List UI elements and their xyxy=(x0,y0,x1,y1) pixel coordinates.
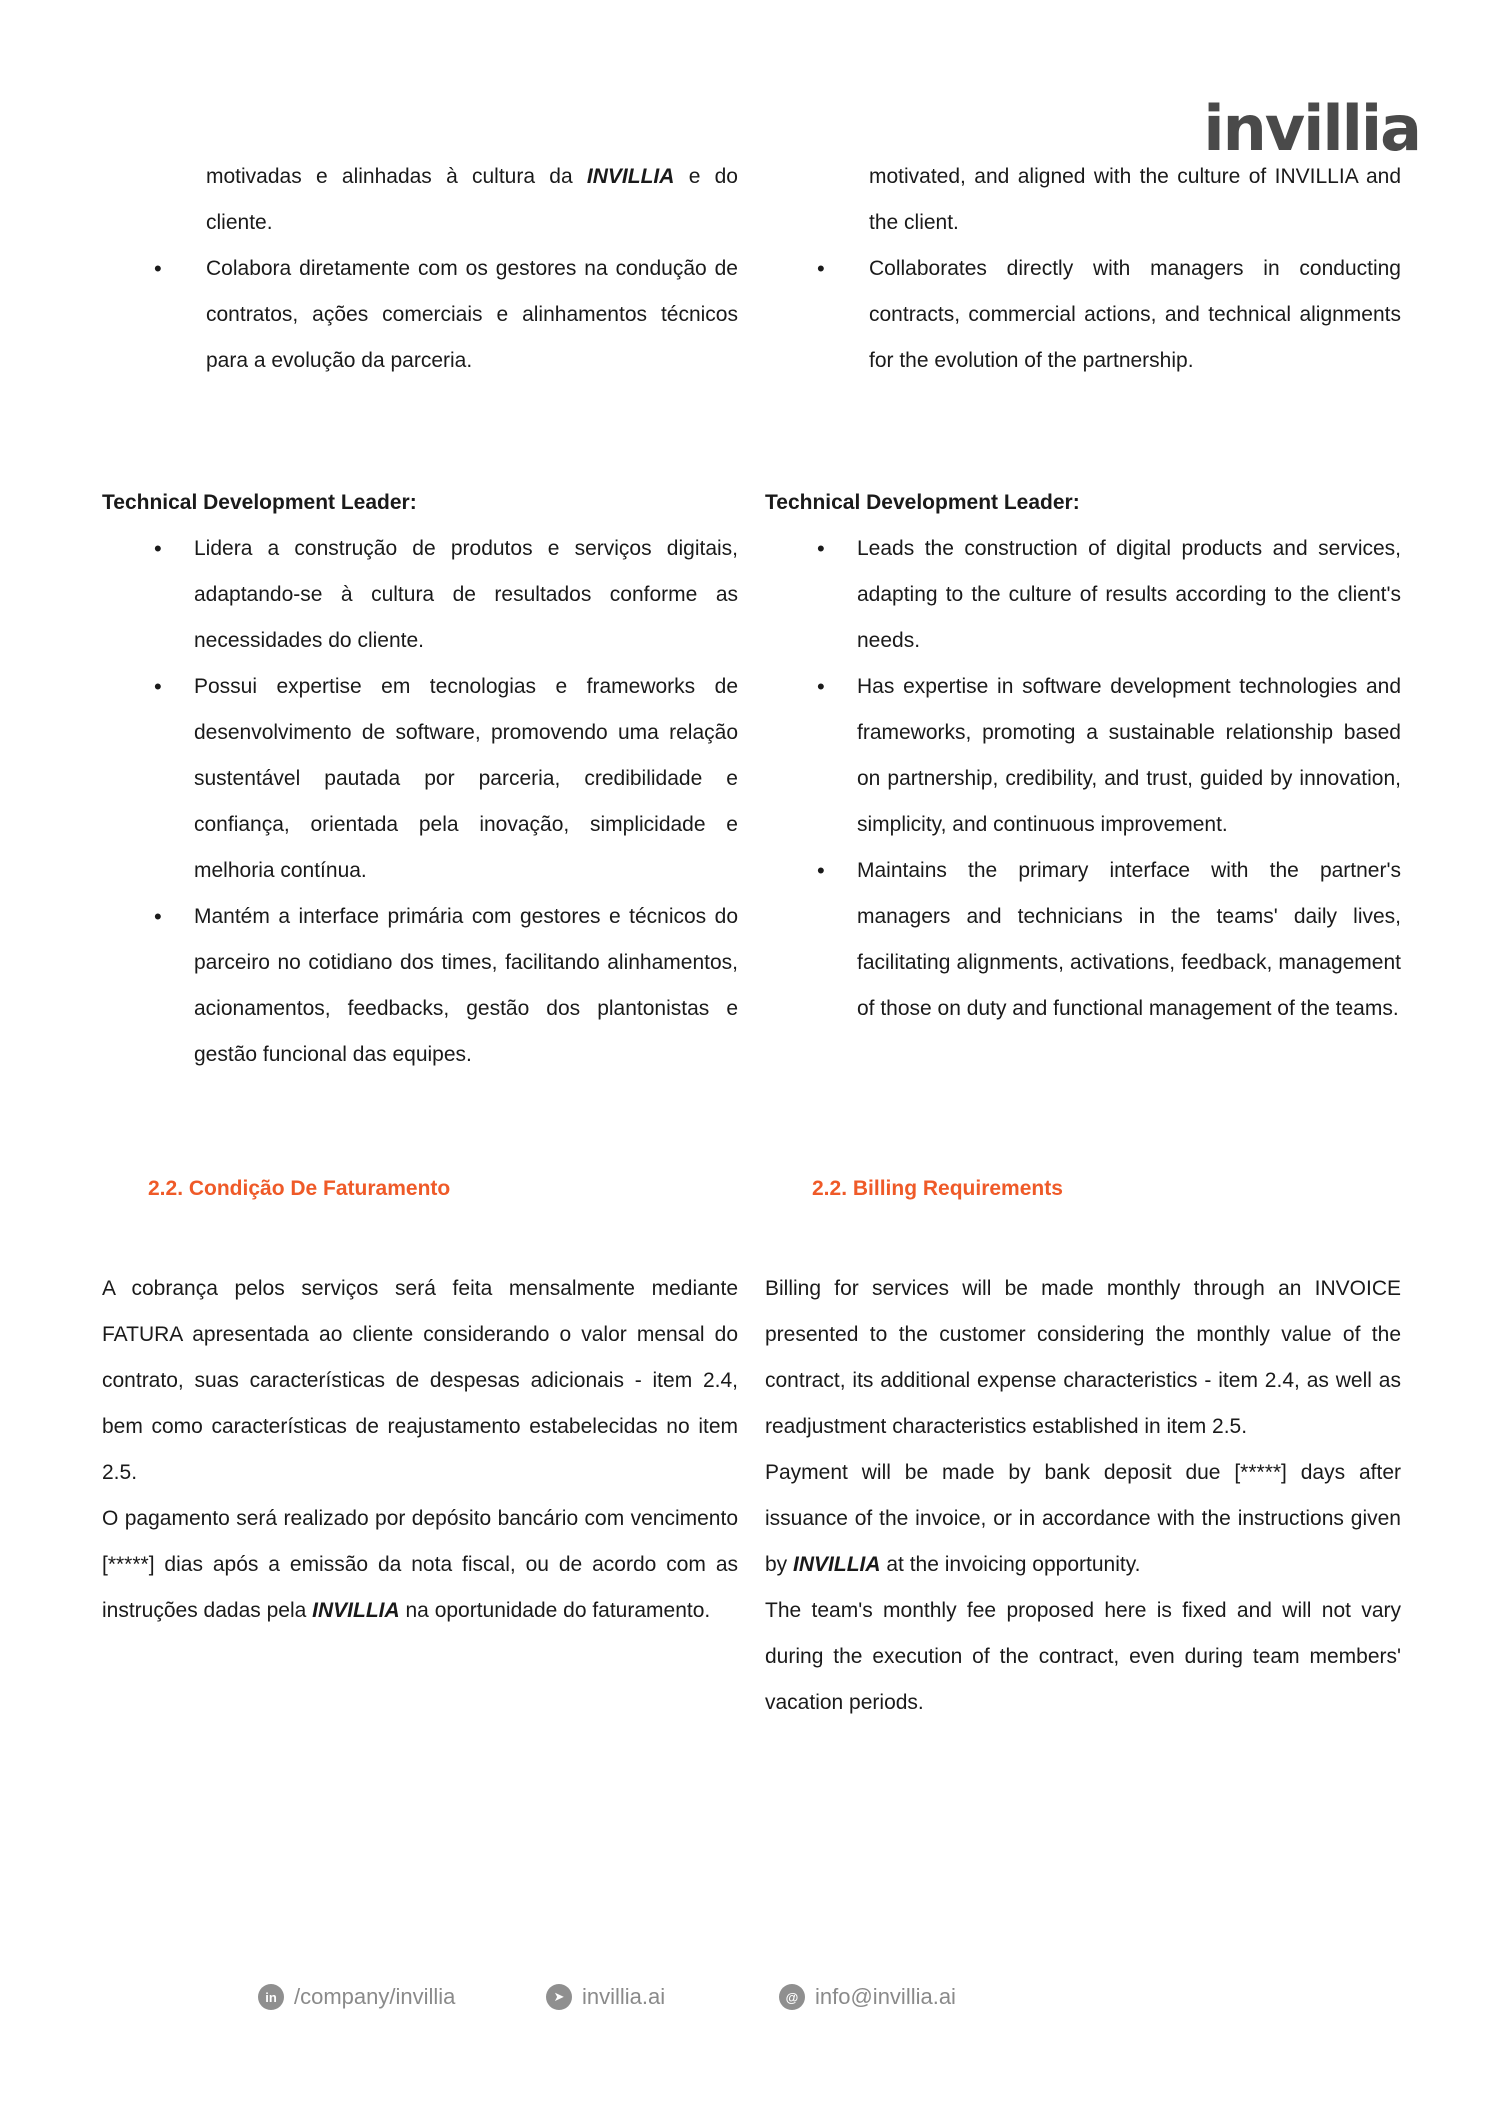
billing-right-paragraph-1: Billing for services will be made monthly through an INVOICE presented to the customer considering the monthly value of the contract, its additional expense characteristics - item 2.4, as well as readjustment characteristics established in item 2.5. xyxy=(765,1277,1401,1438)
list-item: • Lidera a construção de produtos e serviços digitais, adaptando-se à cultura de resultados conforme as necessidades do cliente. xyxy=(102,526,738,664)
billing-left-block xyxy=(102,1266,738,1634)
billing-title-right: 2.2. Billing Requirements xyxy=(812,1177,1063,1200)
tdl-right-list xyxy=(765,526,1401,1032)
tdl-left-heading: Technical Development Leader: xyxy=(102,491,417,514)
tdl-right-block xyxy=(765,480,1401,1032)
top-right-block xyxy=(765,154,1401,384)
list-item: • Has expertise in software development technologies and frameworks, promoting a sustainable relationship based on partnership, credibility, and trust, guided by innovation, simplicity, and continuous improvement. xyxy=(765,664,1401,848)
tdl-left-list xyxy=(102,526,738,1078)
top-left-bullet-list xyxy=(102,246,738,384)
tdl-right-heading: Technical Development Leader: xyxy=(765,491,1080,514)
at-icon: @ xyxy=(779,1984,805,2010)
brand-name: INVILLIA xyxy=(793,1553,881,1576)
list-item: • Collaborates directly with managers in conducting contracts, commercial actions, and technical alignments for the evolution of the partnership. xyxy=(765,246,1401,384)
tdl-left-block xyxy=(102,480,738,1078)
billing-left-paragraph-2: O pagamento será realizado por depósito bancário com vencimento [*****] dias após a emissão da nota fiscal, ou de acordo com as instruções dadas pela INVILLIA na oportunidade do faturamento. xyxy=(102,1507,738,1622)
list-item: • Leads the construction of digital products and services, adapting to the culture of results according to the client's needs. xyxy=(765,526,1401,664)
billing-right-paragraph-3: The team's monthly fee proposed here is fixed and will not vary during the execution of the contract, even during team members' vacation periods. xyxy=(765,1599,1401,1714)
list-item: • Maintains the primary interface with the partner's managers and technicians in the teams' daily lives, facilitating alignments, activations, feedback, management of those on duty and functional management of the teams. xyxy=(765,848,1401,1032)
top-right-bullet-list xyxy=(765,246,1401,384)
footer-site-text[interactable]: invillia.ai xyxy=(582,1984,666,2009)
list-item: • Possui expertise em tecnologias e frameworks de desenvolvimento de software, promovendo uma relação sustentável pautada por parceria, credibilidade e confiança, orientada pela inovação, simplicidade e melhoria contínua. xyxy=(102,664,738,894)
brand-name: INVILLIA xyxy=(312,1599,400,1622)
brand-name: INVILLIA xyxy=(586,165,675,188)
right-continuation-text: motivated, and aligned with the culture of INVILLIA and the client. xyxy=(869,165,1401,234)
footer-email-text[interactable]: info@invillia.ai xyxy=(815,1984,956,2009)
top-left-block xyxy=(102,154,738,384)
billing-title-left: 2.2. Condição De Faturamento xyxy=(148,1177,451,1200)
left-continuation-text: motivadas e alinhadas à cultura da INVILLIA e do cliente. xyxy=(206,165,738,234)
list-item: • Colabora diretamente com os gestores na condução de contratos, ações comerciais e alinhamentos técnicos para a evolução da parceria. xyxy=(102,246,738,384)
invillia-logo: invillia xyxy=(1203,92,1420,165)
footer-email[interactable] xyxy=(779,1984,956,2010)
list-item: • Mantém a interface primária com gestores e técnicos do parceiro no cotidiano dos times, facilitando alinhamentos, acionamentos, feedbacks, gestão dos plantonistas e gestão funcional das equipes. xyxy=(102,894,738,1078)
billing-left-paragraph-1: A cobrança pelos serviços será feita mensalmente mediante FATURA apresentada ao cliente considerando o valor mensal do contrato, suas características de despesas adicionais - item 2.4, bem como características de reajustamento estabelecidas no item 2.5. xyxy=(102,1277,738,1484)
billing-right-paragraph-2: Payment will be made by bank deposit due [*****] days after issuance of the invoice, or in accordance with the instructions given by INVILLIA at the invoicing opportunity. xyxy=(765,1461,1401,1576)
footer-linkedin-text[interactable]: /company/invillia xyxy=(294,1984,456,2009)
billing-right-block xyxy=(765,1266,1401,1726)
footer-site[interactable] xyxy=(546,1984,665,2010)
linkedin-icon: in xyxy=(258,1984,284,2010)
cursor-icon: ➤ xyxy=(546,1984,572,2010)
footer-linkedin[interactable] xyxy=(258,1984,455,2010)
